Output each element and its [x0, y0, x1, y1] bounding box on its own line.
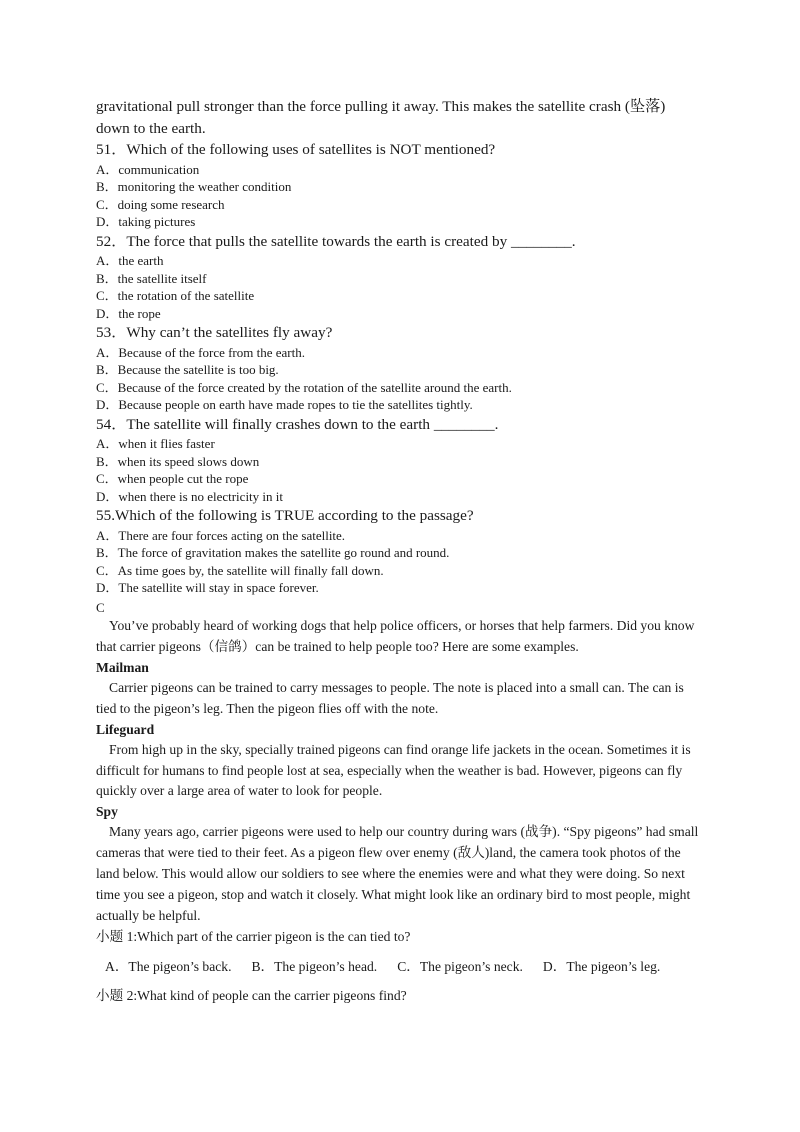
sub-question-1-options [96, 957, 706, 977]
intro-line: gravitational pull stronger than the force pulling it away. This makes the satellite crash (坠落) [96, 98, 666, 115]
question-stem: 54．The satellite will finally crashes down to the earth ________. [96, 415, 499, 433]
question-stem: 52．The force that pulls the satellite towards the earth is created by ________. [96, 232, 576, 250]
section-paragraph: Many years ago, carrier pigeons were used to help our country during wars (战争). “Spy pigeons” had small cameras that were tied to their feet. As a pigeon flew over enemy (敌人)land, the camera took photos of the land below. This would allow our soldiers to see where the enemies were and what they were doing. So next time you see a pigeon, stop and watch it closely. What might look like an ordinary bird to most people, might actually be helpful. [96, 824, 699, 923]
answer-option: A．Because of the force from the earth. [96, 344, 305, 360]
answer-option: A．The pigeon’s back. [105, 958, 232, 974]
question-stem: 53．Why can’t the satellites fly away? [96, 324, 333, 341]
section-heading: Spy [96, 804, 118, 820]
answer-option: C．Because of the force created by the rotation of the satellite around the earth. [96, 379, 512, 395]
question-stem: 55.Which of the following is TRUE according to the passage? [96, 507, 474, 524]
answer-option: B．The force of gravitation makes the satellite go round and round. [96, 545, 450, 560]
section-paragraph: From high up in the sky, specially trained pigeons can find orange life jackets in the ocean. Sometimes it is difficult for humans to find people lost at sea, especially when the weather is bad. However, pigeons can fly quickly over a large area of water to look for people. [96, 741, 691, 799]
answer-option: C．doing some research [96, 196, 225, 212]
answer-option: B．The pigeon’s head. [251, 958, 378, 974]
answer-option: C．when people cut the rope [96, 471, 249, 486]
answer-option: D．The pigeon’s leg. [542, 958, 661, 974]
question-54 [96, 414, 706, 506]
answer-option: D．Because people on earth have made ropes to tie the satellites tightly. [96, 397, 473, 412]
section-paragraph: Carrier pigeons can be trained to carry messages to people. The note is placed into a small can. The can is tied to the pigeon’s leg. Then the pigeon flies off with the note. [96, 679, 684, 716]
answer-option: D．when there is no electricity in it [96, 488, 284, 504]
question-stem: 51．Which of the following uses of satellites is NOT mentioned? [96, 141, 496, 158]
answer-option: A．communication [96, 161, 200, 177]
passage-intro: You’ve probably heard of working dogs that help police officers, or horses that help farmers. Did you know that carrier pigeons（信鸽）can be trained to help people too? Here are some examples. [96, 618, 695, 654]
section-heading: Lifeguard [96, 721, 155, 737]
answer-option: C．As time goes by, the satellite will finally fall down. [96, 562, 384, 578]
question-51 [96, 139, 706, 231]
intro-line: down to the earth. [96, 119, 206, 137]
answer-option: B．when its speed slows down [96, 453, 260, 469]
document-page [96, 96, 706, 1007]
answer-option: C．the rotation of the satellite [96, 288, 255, 303]
answer-option: B．Because the satellite is too big. [96, 362, 279, 377]
sub-question-2-stem: 小题 2:What kind of people can the carrier pigeons find? [96, 987, 407, 1003]
answer-option: B．monitoring the weather condition [96, 179, 292, 194]
answer-option: A．when it flies faster [96, 436, 215, 451]
answer-option: C．The pigeon’s neck. [397, 958, 523, 974]
answer-option: B．the satellite itself [96, 270, 207, 286]
answer-option: D．the rope [96, 305, 161, 321]
answer-option: D．The satellite will stay in space forever. [96, 580, 319, 595]
sub-question-1-stem: 小题 1:Which part of the carrier pigeon is the can tied to? [96, 928, 411, 944]
section-letter: C [96, 599, 105, 615]
section-heading: Mailman [96, 659, 149, 675]
answer-option: A．There are four forces acting on the satellite. [96, 527, 346, 543]
question-55 [96, 505, 706, 597]
question-52 [96, 231, 706, 323]
answer-option: D．taking pictures [96, 214, 196, 229]
answer-option: A．the earth [96, 253, 164, 268]
question-53 [96, 322, 706, 414]
